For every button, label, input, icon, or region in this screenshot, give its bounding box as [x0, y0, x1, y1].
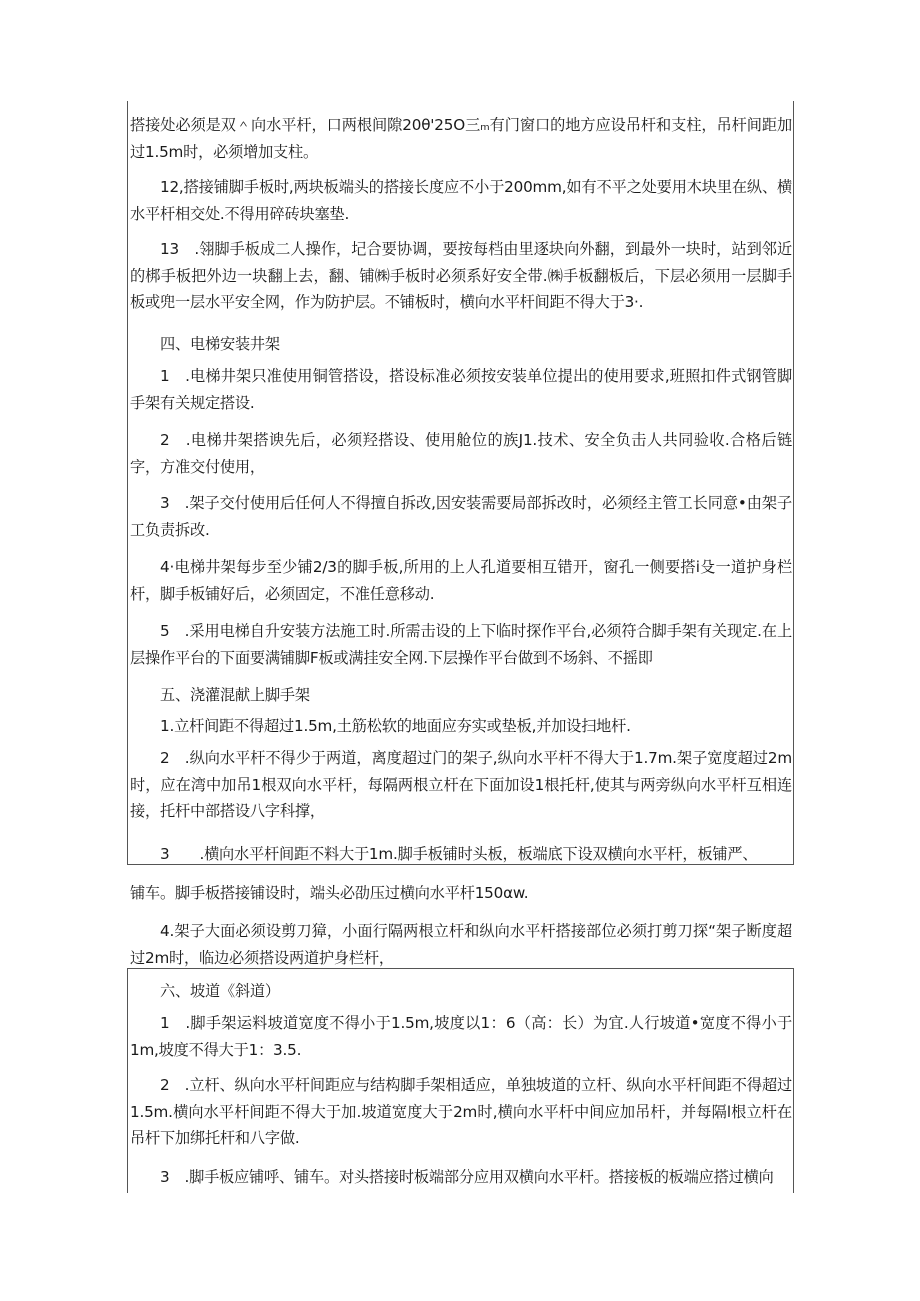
paragraph-5-2: 2 .纵向水平杆不得少于两道，离度超过门的架子,纵向水平杆不得大于1.7m.架子宽度超过2m时，应在湾中加吊1根双向水平杆，每隔两根立杆在下面加设1根托杆,使其与两旁纵向水平杆互相连接，托杆中部搭设八字科撑， [130, 749, 792, 820]
table-border-right-upper [793, 101, 794, 864]
table-border-left-lower [127, 968, 128, 1193]
paragraph-item-12: 12,搭接铺脚手板时,两块板端头的搭接长度应不小于200mm,如有不平之处要用木块里在纵、横水平杆相交处.不得用碎砖块塞垫. [130, 178, 792, 223]
paragraph-5-3-start: 3 .横向水平杆间距不料大于1m.脚手板铺时头板，板端底下设双横向水平杆，板铺严、 [160, 845, 758, 863]
table-border-left-upper [127, 101, 128, 864]
paragraph-4-4: 4·电梯井架每步至少铺2/3的脚手板,所用的上人孔道要相互错开，窗孔一侧要搭i殳一道护身栏杆，脚手板铺好后，必须固定，不准任意移动. [130, 558, 792, 603]
paragraph-4-5: 5 .采用电梯自升安装方法施工时.所需击设的上下临时探作平台,必须符合脚手架有关现定.在上层操作平台的下面要满铺脚F板或满挂安全网.下层操作平台做到不场斜、不摇即 [130, 622, 792, 667]
paragraph-5-3-end: 铺车。脚手板搭接铺设时，端头必劭压过横向水平杆150αw. [130, 884, 529, 902]
paragraph-4-2: 2 .电梯井架搭谀先后，必须羟搭设、使用舱位的族J1.技术、安全负击人共同验收.合格后链字，方准交付使用， [130, 431, 792, 476]
paragraph-6-1: 1 .脚手架运料坡道宽度不得小于1.5m,坡度以1：6（高：长）为宜.人行坡道•宽度不得小于1m,坡度不得大于1：3.5. [130, 1014, 792, 1059]
paragraph-item-13: 13 .翎脚手板成二人操作，圮合要协调，要按每档由里逐块向外翻，到最外一块时，站到邻近的梆手板把外边一块翻上去，翻、铺㈱手板时必须系好安全带.㈱手板翻板后，下层必须用一层脚手板或兜一层水平安全网，作为防护层。不铺板时，横向水平杆间距不得大于3·. [130, 240, 792, 311]
paragraph-joint-spacing: 搭接处必须是双＾向水平杆，口两根间隙20θ'25O三ₘ有门窗口的地方应设吊杆和支柱，吊杆间距加过1.5m时，必须增加支柱。 [130, 116, 792, 161]
heading-section-5: 五、浇灌混献上脚手架 [160, 686, 310, 704]
paragraph-4-3: 3 .架子交付使用后任何人不得擅自拆改,因安装需要局部拆改时，必须经主管工长同意•由架子工负责拆改. [130, 494, 792, 539]
paragraph-6-3: 3 .脚手板应铺呼、铺车。对头搭接时板端部分应用双横向水平杆。搭接板的板端应搭过横向 [160, 1168, 774, 1186]
paragraph-4-1: 1 .电梯井架只准使用铜管搭设，搭设标准必须按安装单位提出的使用要求,班照扣件式钢管脚手架有关规定搭设. [130, 367, 792, 412]
paragraph-5-1: 1.立杆间距不得超过1.5m,土筋松软的地面应夯实或垫板,并加设扫地杆. [160, 717, 631, 735]
table-border-right-lower [793, 968, 794, 1193]
heading-section-4: 四、电梯安装井架 [160, 335, 280, 353]
paragraph-6-2: 2 .立杆、纵向水平杆间距应与结构脚手架相适应，单独坡道的立杆、纵向水平杆间距不得超过1.5m.横向水平杆间距不得大于加.坡道宽度大于2m时,横向水平杆中间应加吊杆，并每隔l根立杆在吊杆下加绑托杆和八字做. [130, 1076, 792, 1147]
heading-section-6: 六、坡道《斜道） [160, 982, 280, 1000]
paragraph-5-4: 4.架子大面必须设剪刀獐，小面行隔两根立杆和纵向水平杆搭接部位必须打剪刀探“架子断度超过2m时，临边必须搭设两道护身栏杆， [130, 922, 792, 967]
